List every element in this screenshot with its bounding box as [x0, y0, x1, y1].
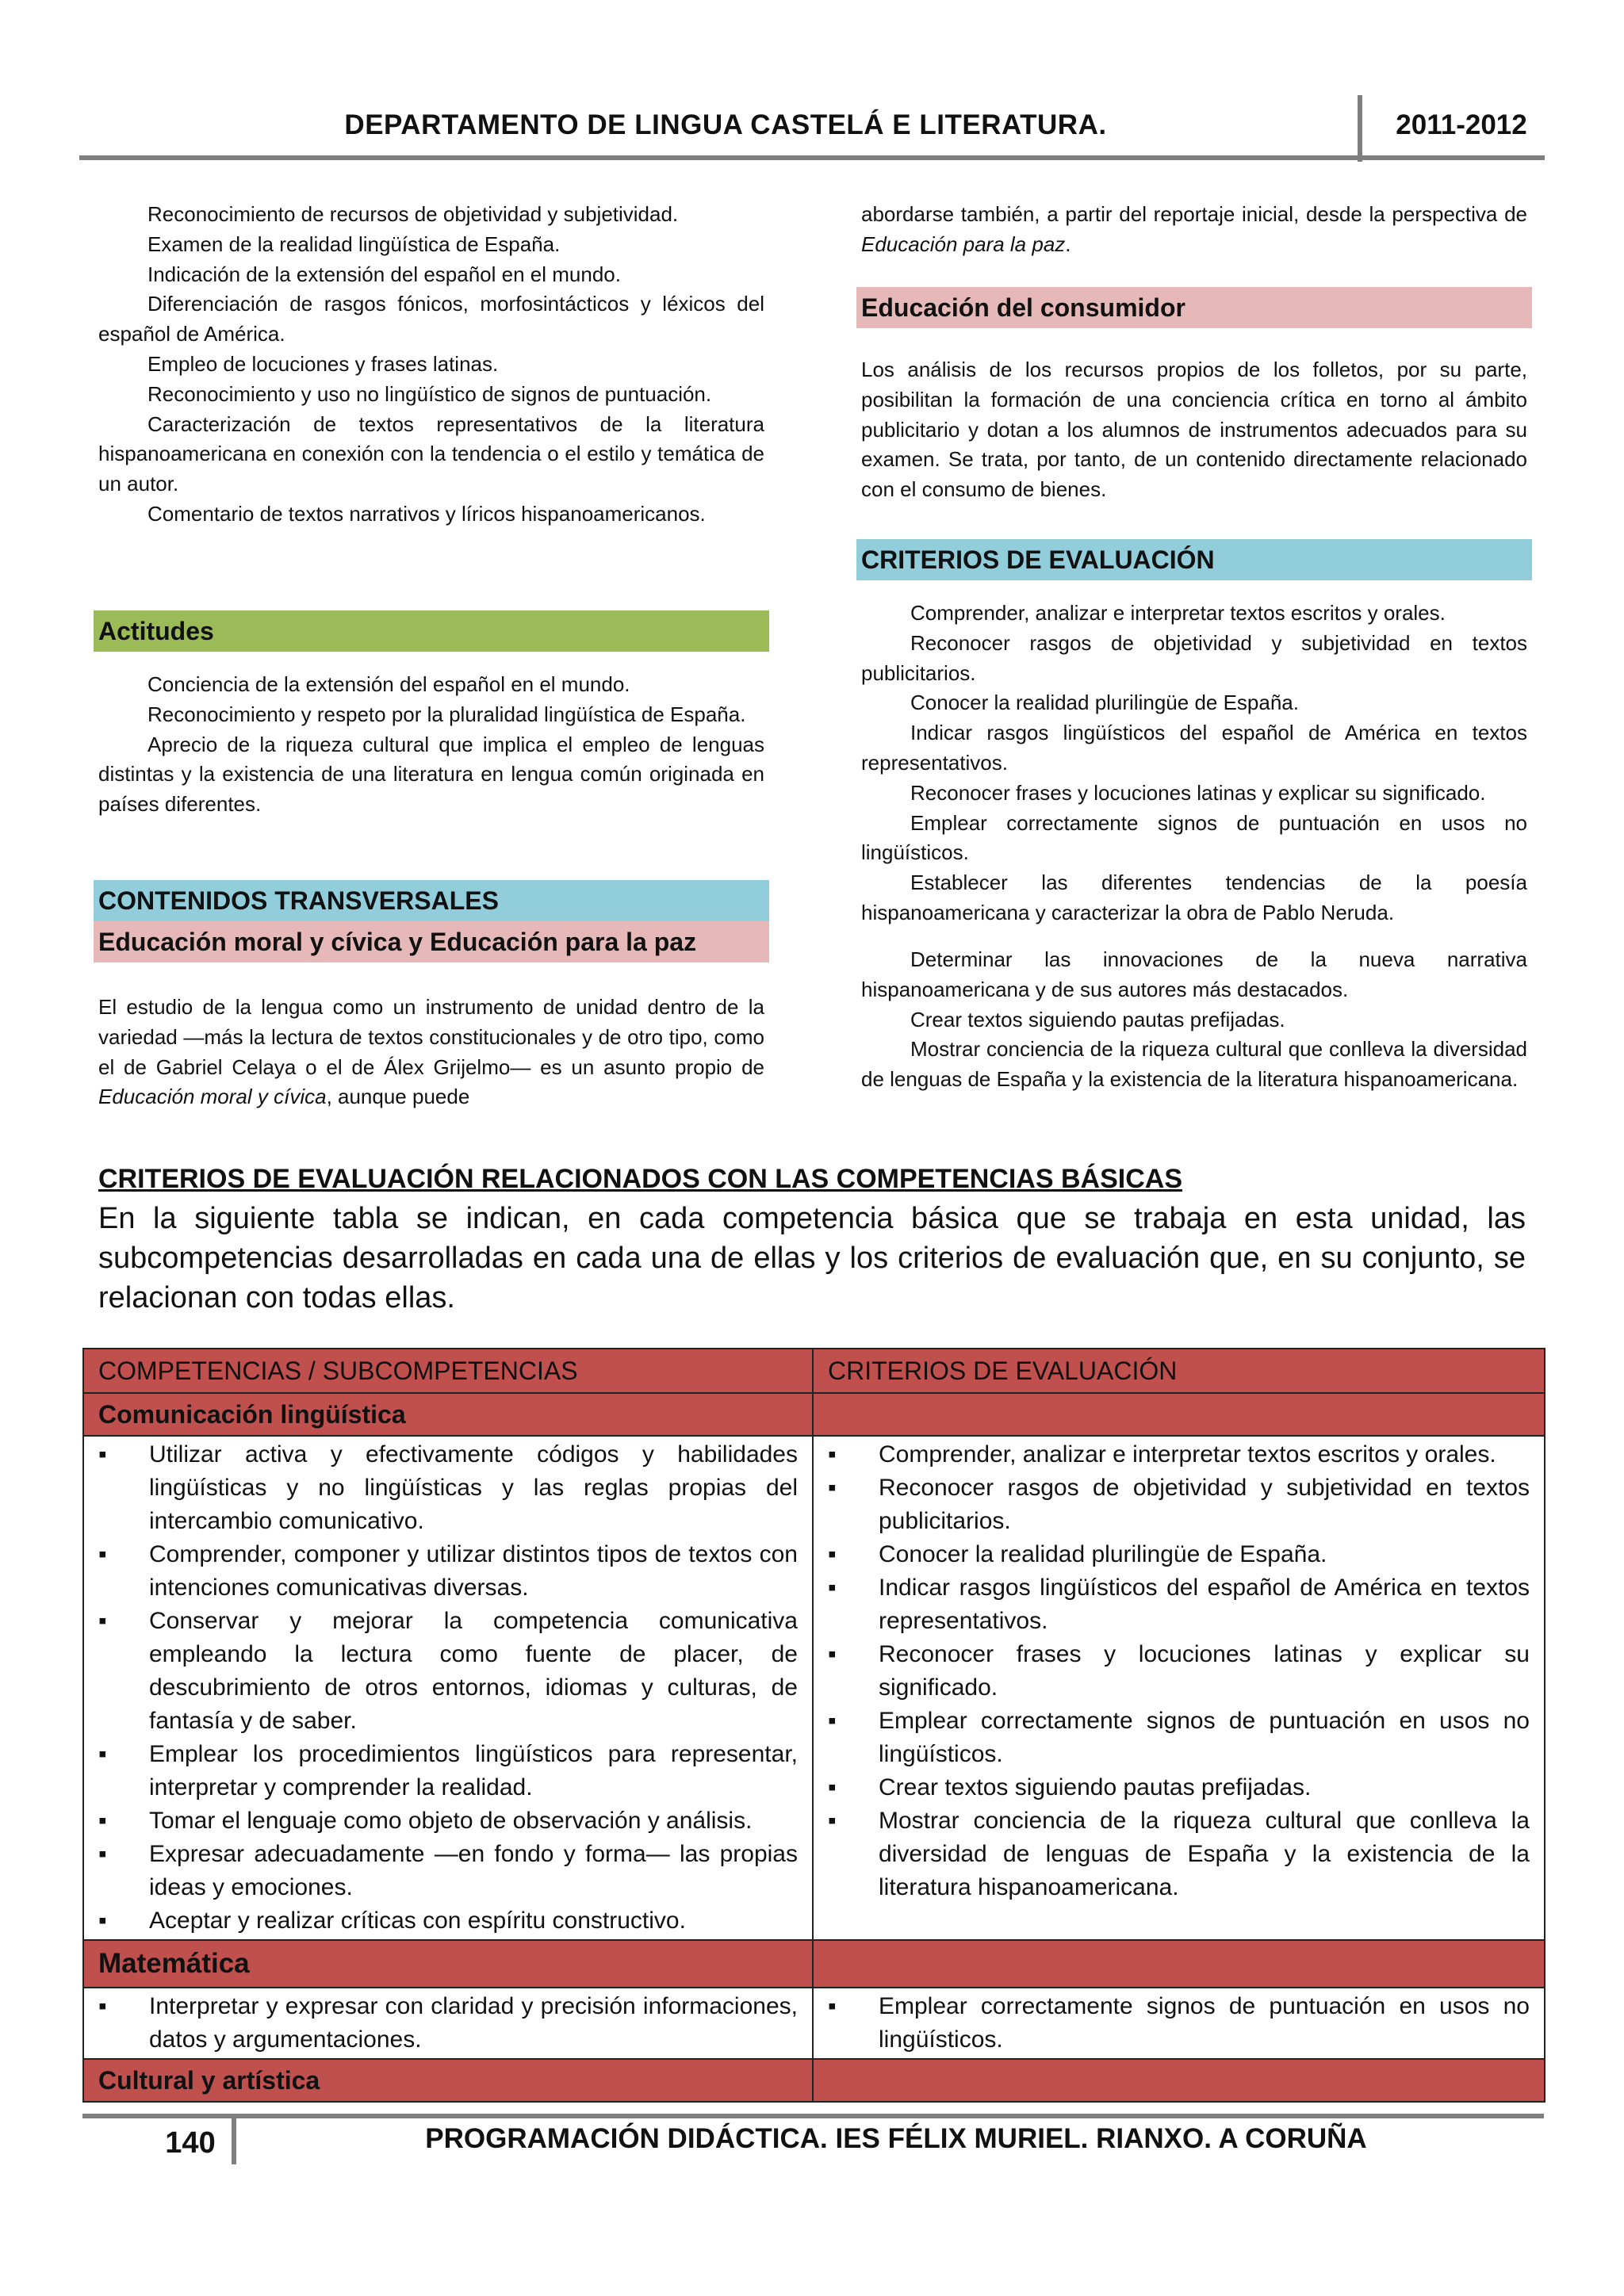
- criteria-list-continued: [861, 945, 1527, 1095]
- attitude-item: Conciencia de la extensión del español en el mundo.: [147, 672, 630, 696]
- moral-paragraph: El estudio de la lengua como un instrumento de unidad dentro de la variedad —más la lectura de textos constitucionales y de otro tipo, como el de Gabriel Celaya o el de Álex Grijelmo— es un asunto propio de Educación moral y cívica, aunque puede: [98, 995, 764, 1109]
- list-item: ▪ Expresar adecuadamente —en fondo y forma— las propias ideas y emociones.: [98, 1838, 798, 1904]
- consumer-heading: Educación del consumidor: [856, 287, 1532, 328]
- consumer-text: [861, 355, 1527, 505]
- criteria-item: Indicar rasgos lingüísticos del español de América en textos representativos.: [861, 721, 1527, 775]
- criterios-cell: [813, 1436, 1545, 1940]
- list-item: ▪ Tomar el lenguaje como objeto de observación y análisis.: [98, 1804, 798, 1838]
- attitudes-heading: Actitudes: [94, 610, 769, 652]
- col-header-competencias: COMPETENCIAS / SUBCOMPETENCIAS: [83, 1349, 813, 1393]
- moral-text: [98, 993, 764, 1112]
- table-row-matematica-title: [83, 1940, 1545, 1988]
- continuation-paragraph: abordarse también, a partir del reportaje inicial, desde la perspectiva de Educación para la paz.: [861, 202, 1527, 256]
- list-item: ▪ Aceptar y realizar críticas con espíritu constructivo.: [98, 1904, 798, 1938]
- criteria-item: Reconocer rasgos de objetividad y subjetividad en textos publicitarios.: [861, 630, 1527, 685]
- procedures-list: [98, 200, 764, 530]
- header-year: 2011-2012: [1396, 109, 1527, 140]
- list-item: ▪ Reconocer rasgos de objetividad y subjetividad en textos publicitarios.: [828, 1471, 1530, 1538]
- list-item: ▪ Emplear correctamente signos de puntuación en usos no lingüísticos.: [828, 1705, 1530, 1771]
- footer-text: PROGRAMACIÓN DIDÁCTICA. IES FÉLIX MURIEL. RIANXO. A CORUÑA: [425, 2123, 1367, 2154]
- header-title: DEPARTAMENTO DE LINGUA CASTELÁ E LITERATURA.: [344, 109, 1107, 140]
- competency-title: Cultural y artística: [83, 2059, 813, 2102]
- criteria-item: Comprender, analizar e interpretar textos escritos y orales.: [910, 601, 1446, 625]
- attitudes-list: [98, 670, 764, 820]
- section-title: CRITERIOS DE EVALUACIÓN RELACIONADOS CON LAS COMPETENCIAS BÁSICAS: [98, 1164, 1183, 1194]
- list-item: ▪ Indicar rasgos lingüísticos del español de América en textos representativos.: [828, 1571, 1530, 1638]
- empty-cell: [813, 2059, 1545, 2102]
- procedure-item: Examen de la realidad lingüística de España.: [147, 232, 561, 256]
- right-column: [861, 200, 1527, 260]
- list-item: ▪ Comprender, analizar e interpretar textos escritos y orales.: [828, 1438, 1530, 1471]
- list-item: ▪ Utilizar activa y efectivamente códigos y habilidades lingüísticas y no lingüísticas y las reglas propias del intercambio comunicativo.: [98, 1438, 798, 1538]
- criterios-cell: [813, 1988, 1545, 2059]
- table-row-cultural-title: [83, 2059, 1545, 2102]
- criteria-item: Conocer la realidad plurilingüe de España.: [910, 691, 1299, 715]
- subcompetencias-cell: [83, 1988, 813, 2059]
- procedure-item: Reconocimiento y uso no lingüístico de signos de puntuación.: [147, 381, 712, 406]
- procedure-item: Indicación de la extensión del español en el mundo.: [147, 262, 621, 286]
- page-number: 140: [165, 2126, 216, 2160]
- list-item: ▪ Conservar y mejorar la competencia comunicativa empleando la lectura como fuente de placer, de descubrimiento de otros entornos, idiomas y culturas, de fantasía y de saber.: [98, 1605, 798, 1738]
- footer-rule: [82, 2114, 1544, 2118]
- attitude-item: Reconocimiento y respeto por la pluralidad lingüística de España.: [147, 702, 746, 726]
- criteria-item: Emplear correctamente signos de puntuación en usos no lingüísticos.: [861, 810, 1527, 865]
- procedure-item: Reconocimiento de recursos de objetividad y subjetividad.: [147, 202, 679, 226]
- competency-title: Matemática: [83, 1940, 813, 1988]
- criteria-item: Establecer las diferentes tendencias de la poesía hispanoamericana y caracterizar la obra de Pablo Neruda.: [861, 871, 1527, 924]
- list-item: ▪ Emplear correctamente signos de puntuación en usos no lingüísticos.: [828, 1990, 1530, 2057]
- table-header-row: [83, 1349, 1545, 1393]
- list-item: ▪ Emplear los procedimientos lingüísticos para representar, interpretar y comprender la realidad.: [98, 1738, 798, 1804]
- list-item: ▪ Conocer la realidad plurilingüe de España.: [828, 1538, 1530, 1571]
- procedure-item: Caracterización de textos representativos de la literatura hispanoamericana en conexión con la tendencia o el estilo y temática de un autor.: [98, 411, 764, 496]
- table-row: [83, 1436, 1545, 1940]
- footer-divider: [232, 2118, 236, 2164]
- moral-heading: Educación moral y cívica y Educación para la paz: [94, 921, 769, 962]
- competency-title: Comunicación lingüística: [83, 1393, 813, 1436]
- header-divider: [1358, 95, 1362, 162]
- table-row-comunicacion-title: [83, 1393, 1545, 1436]
- table-row: [83, 1988, 1545, 2059]
- attitude-item: Aprecio de la riqueza cultural que implica el empleo de lenguas distintas y la existencia de una literatura en lengua común originada en países diferentes.: [98, 732, 764, 817]
- consumer-paragraph: Los análisis de los recursos propios de los folletos, por su parte, posibilitan la formación de una conciencia crítica en torno al ámbito publicitario y dotan a los alumnos de instrumentos adecuados para su examen. Se trata, por tanto, de un contenido directamente relacionado con el consumo de bienes.: [861, 358, 1527, 502]
- criteria-item: Determinar las innovaciones de la nueva narrativa hispanoamericana y de sus autores más destacados.: [861, 947, 1527, 1001]
- criteria-item: Crear textos siguiendo pautas prefijadas.: [910, 1007, 1285, 1031]
- left-column: [98, 200, 764, 530]
- criteria-item: Reconocer frases y locuciones latinas y explicar su significado.: [910, 780, 1486, 805]
- criteria-heading: CRITERIOS DE EVALUACIÓN: [856, 539, 1532, 580]
- list-item: ▪ Crear textos siguiendo pautas prefijadas.: [828, 1771, 1530, 1804]
- transversal-heading: CONTENIDOS TRANSVERSALES: [94, 880, 769, 921]
- list-item: ▪ Reconocer frases y locuciones latinas y explicar su significado.: [828, 1638, 1530, 1705]
- criteria-list: [861, 599, 1527, 928]
- section-intro: En la siguiente tabla se indican, en cada competencia básica que se trabaja en esta unidad, las subcompetencias desarrolladas en cada una de ellas y los criterios de evaluación que, en su conjunto, se relacionan con todas ellas.: [98, 1202, 1526, 1314]
- list-item: ▪ Mostrar conciencia de la riqueza cultural que conlleva la diversidad de lenguas de España y la existencia de la literatura hispanoamericana.: [828, 1804, 1530, 1904]
- header-rule: [79, 155, 1545, 160]
- procedure-item: Comentario de textos narrativos y líricos hispanoamericanos.: [147, 501, 706, 526]
- competencies-table: [82, 1348, 1545, 2103]
- subcompetencias-cell: [83, 1436, 813, 1940]
- col-header-criterios: CRITERIOS DE EVALUACIÓN: [813, 1349, 1545, 1393]
- list-item: ▪ Comprender, componer y utilizar distintos tipos de textos con intenciones comunicativas diversas.: [98, 1538, 798, 1605]
- empty-cell: [813, 1940, 1545, 1988]
- empty-cell: [813, 1393, 1545, 1436]
- list-item: ▪ Interpretar y expresar con claridad y precisión informaciones, datos y argumentaciones.: [98, 1990, 798, 2057]
- procedure-item: Empleo de locuciones y frases latinas.: [147, 351, 499, 376]
- criteria-item: Mostrar conciencia de la riqueza cultural que conlleva la diversidad de lenguas de España y la existencia de la literatura hispanoamericana.: [861, 1037, 1527, 1092]
- procedure-item: Diferenciación de rasgos fónicos, morfosintácticos y léxicos del español de América.: [98, 292, 764, 346]
